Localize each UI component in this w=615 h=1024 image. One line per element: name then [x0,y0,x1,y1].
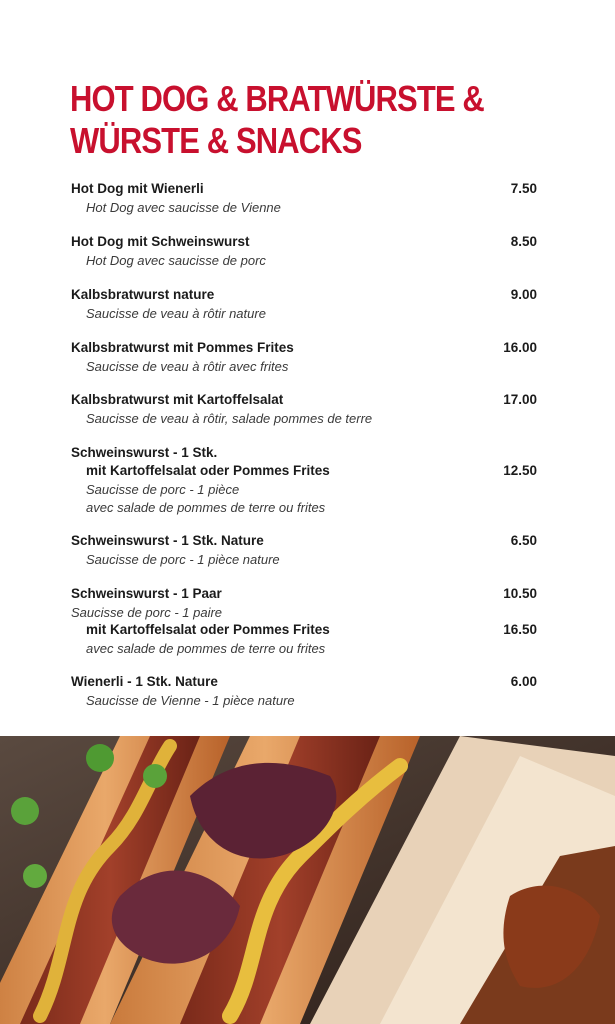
menu-item [71,340,537,376]
item-price: 7.50 [510,181,537,196]
item-name: Hot Dog mit Schweinswurst [71,234,250,249]
menu-item [71,445,537,517]
item-name: Kalbsbratwurst mit Pommes Frites [71,340,294,355]
item-translation: Saucisse de veau à rôtir nature [86,306,266,321]
item-price: 16.00 [503,340,537,355]
item-name: Kalbsbratwurst mit Kartoffelsalat [71,392,284,407]
item-name: Schweinswurst - 1 Paar [71,586,222,601]
menu-item [71,234,537,270]
menu-item [71,674,537,710]
item-translation: Saucisse de veau à rôtir, salade pommes de terre [86,411,373,426]
item-price: 8.50 [510,234,537,249]
item-name: Schweinswurst - 1 Stk. Nature [71,533,264,548]
item-option-translation: avec salade de pommes de terre ou frites [86,641,326,656]
item-name: Kalbsbratwurst nature [71,287,215,302]
item-price: 12.50 [503,463,537,478]
item-option-price: 16.50 [503,622,537,637]
menu-item [71,586,537,658]
menu-item [71,287,537,323]
hot-dogs-photo [0,736,615,1024]
menu-title-line-1: HOT DOG & BRATWÜRSTE & [70,78,484,119]
item-translation: Saucisse de veau à rôtir avec frites [86,359,289,374]
item-name: Wienerli - 1 Stk. Nature [71,674,218,689]
item-price: 17.00 [503,392,537,407]
item-translation-continued: avec salade de pommes de terre ou frites [86,500,326,515]
item-name: Schweinswurst - 1 Stk. [71,445,218,460]
item-translation: Saucisse de porc - 1 pièce nature [86,552,280,567]
item-translation: Hot Dog avec saucisse de Vienne [86,200,281,215]
item-name: Hot Dog mit Wienerli [71,181,204,196]
item-price: 6.50 [510,533,537,548]
item-price: 6.00 [510,674,537,689]
item-translation: Saucisse de porc - 1 paire [71,605,223,620]
menu-title-line-2: WÜRSTE & SNACKS [70,120,362,161]
item-translation: Hot Dog avec saucisse de porc [86,253,266,268]
item-option-name: mit Kartoffelsalat oder Pommes Frites [86,622,330,637]
menu-item [71,392,537,428]
menu-item [71,533,537,569]
item-price: 10.50 [503,586,537,601]
menu-title [70,78,517,162]
item-price: 9.00 [510,287,537,302]
menu-item [71,181,537,217]
item-name-continued: mit Kartoffelsalat oder Pommes Frites [86,463,330,478]
item-translation: Saucisse de Vienne - 1 pièce nature [86,693,295,708]
item-translation: Saucisse de porc - 1 pièce [86,482,240,497]
